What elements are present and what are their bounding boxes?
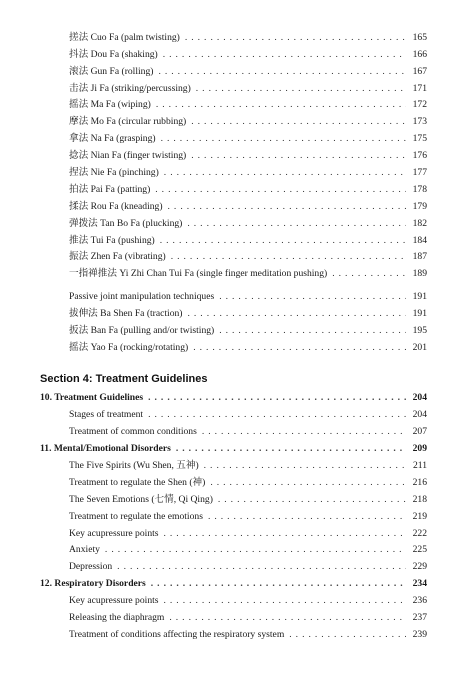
toc-entry[interactable] xyxy=(69,82,427,95)
leader-dots xyxy=(219,290,406,303)
toc-entry-label: Stages of treatment xyxy=(69,409,144,420)
toc-entry[interactable] xyxy=(69,250,427,263)
leader-dots xyxy=(208,510,406,523)
leader-dots xyxy=(193,341,406,354)
toc-entry-page: 187 xyxy=(412,251,427,262)
toc-entry-page: 204 xyxy=(412,409,427,420)
toc-entry-label: 拿法 Na Fa (grasping) xyxy=(69,133,156,144)
leader-dots xyxy=(164,166,406,179)
toc-entry[interactable] xyxy=(69,628,427,641)
leader-dots xyxy=(117,560,406,573)
leader-dots xyxy=(176,442,406,455)
toc-entry-page: 239 xyxy=(412,629,427,640)
toc-entry-page: 167 xyxy=(412,66,427,77)
toc-entry-label: 滚法 Gun Fa (rolling) xyxy=(69,66,154,77)
toc-entry-page: 219 xyxy=(412,511,427,522)
toc-entry-page: 195 xyxy=(412,325,427,336)
leader-dots xyxy=(161,132,406,145)
toc-entry-page: 171 xyxy=(412,83,427,94)
toc-entry-label: Key acupressure points xyxy=(69,528,159,539)
toc-entry[interactable] xyxy=(69,132,427,145)
leader-dots xyxy=(196,82,406,95)
toc-entry-label: Treatment to regulate the emotions xyxy=(69,511,203,522)
leader-dots xyxy=(219,324,406,337)
leader-dots xyxy=(156,98,406,111)
toc-entry-page: 216 xyxy=(412,477,427,488)
leader-dots xyxy=(148,408,406,421)
leader-dots xyxy=(191,115,406,128)
toc-entry-label: Anxiety xyxy=(69,544,100,555)
toc-entry[interactable] xyxy=(69,200,427,213)
toc-entry-label: 11. Mental/Emotional Disorders xyxy=(40,443,171,454)
toc-entry[interactable] xyxy=(69,65,427,78)
toc-entry-label: 搓法 Cuo Fa (palm twisting) xyxy=(69,32,180,43)
toc-entry-label: 捻法 Nian Fa (finger twisting) xyxy=(69,150,187,161)
toc-entry[interactable] xyxy=(69,183,427,196)
toc-entry-label: 摩法 Mo Fa (circular rubbing) xyxy=(69,116,187,127)
toc-entry-page: 211 xyxy=(412,460,427,471)
leader-dots xyxy=(155,183,406,196)
toc-entry-label: 拍法 Pai Fa (patting) xyxy=(69,184,151,195)
toc-entry[interactable] xyxy=(69,543,427,556)
toc-entry-label: 10. Treatment Guidelines xyxy=(40,392,144,403)
toc-entry[interactable] xyxy=(69,459,427,472)
toc-entry-page: 175 xyxy=(412,133,427,144)
leader-dots xyxy=(148,391,406,404)
leader-dots xyxy=(204,459,406,472)
toc-entry-label: Treatment of conditions affecting the respiratory system xyxy=(69,629,285,640)
toc-entry-page: 177 xyxy=(412,167,427,178)
toc-entry[interactable] xyxy=(69,98,427,111)
toc-entry-label: Treatment of common conditions xyxy=(69,426,197,437)
leader-dots xyxy=(289,628,406,641)
toc-entry-page: 234 xyxy=(412,578,427,589)
leader-dots xyxy=(105,543,406,556)
toc-entry-label: The Five Spirits (Wu Shen, 五神) xyxy=(69,460,199,471)
toc-entry-label: 摇法 Ma Fa (wiping) xyxy=(69,99,151,110)
section-heading: Section 4: Treatment Guidelines xyxy=(40,373,208,385)
toc-entry-label: 抖法 Dou Fa (shaking) xyxy=(69,49,158,60)
leader-dots xyxy=(164,527,406,540)
leader-dots xyxy=(187,217,406,230)
toc-entry[interactable] xyxy=(69,476,427,489)
toc-entry[interactable] xyxy=(69,267,427,280)
toc-entry-page: 236 xyxy=(412,595,427,606)
toc-entry-page: 173 xyxy=(412,116,427,127)
toc-entry-page: 184 xyxy=(412,235,427,246)
leader-dots xyxy=(158,65,406,78)
toc-entry[interactable] xyxy=(69,493,427,506)
toc-entry-page: 207 xyxy=(412,426,427,437)
toc-entry-page: 201 xyxy=(412,342,427,353)
leader-dots xyxy=(210,476,406,489)
leader-dots xyxy=(171,250,406,263)
toc-entry[interactable] xyxy=(69,48,427,61)
toc-entry[interactable] xyxy=(69,307,427,320)
toc-entry[interactable] xyxy=(69,510,427,523)
leader-dots xyxy=(160,234,406,247)
toc-entry-label: 12. Respiratory Disorders xyxy=(40,578,146,589)
toc-entry-label: 拔伸法 Ba Shen Fa (traction) xyxy=(69,308,183,319)
toc-entry-page: 165 xyxy=(412,32,427,43)
toc-entry-page: 225 xyxy=(412,544,427,555)
toc-entry[interactable] xyxy=(69,149,427,162)
toc-chapter-entry[interactable] xyxy=(40,442,427,455)
toc-entry[interactable] xyxy=(69,611,427,624)
toc-entry[interactable] xyxy=(69,31,427,44)
toc-entry[interactable] xyxy=(69,166,427,179)
toc-entry-label: 振法 Zhen Fa (vibrating) xyxy=(69,251,166,262)
toc-entry-label: Depression xyxy=(69,561,113,572)
toc-entry[interactable] xyxy=(69,217,427,230)
toc-entry-label: 捏法 Nie Fa (pinching) xyxy=(69,167,159,178)
toc-entry-label: 揉法 Rou Fa (kneading) xyxy=(69,201,163,212)
toc-entry-page: 166 xyxy=(412,49,427,60)
toc-entry-page: 176 xyxy=(412,150,427,161)
leader-dots xyxy=(332,267,406,280)
toc-entry[interactable] xyxy=(69,324,427,337)
leader-dots xyxy=(164,594,406,607)
toc-entry[interactable] xyxy=(69,341,427,354)
toc-entry[interactable] xyxy=(69,234,427,247)
toc-entry[interactable] xyxy=(69,560,427,573)
toc-entry-label: 一指禅推法 Yi Zhi Chan Tui Fa (single finger meditation pushing) xyxy=(69,268,328,279)
toc-entry-label: Treatment to regulate the Shen (神) xyxy=(69,477,206,488)
toc-entry-label: Passive joint manipulation techniques xyxy=(69,291,215,302)
toc-entry-label: 扳法 Ban Fa (pulling and/or twisting) xyxy=(69,325,215,336)
leader-dots xyxy=(202,425,406,438)
toc-entry[interactable] xyxy=(69,115,427,128)
toc-entry-page: 178 xyxy=(412,184,427,195)
leader-dots xyxy=(169,611,406,624)
toc-entry[interactable] xyxy=(69,527,427,540)
toc-entry-page: 209 xyxy=(412,443,427,454)
toc-entry-page: 204 xyxy=(412,392,427,403)
toc-entry[interactable] xyxy=(69,425,427,438)
toc-entry-page: 222 xyxy=(412,528,427,539)
toc-entry-label: Key acupressure points xyxy=(69,595,159,606)
toc-entry-page: 189 xyxy=(412,268,427,279)
leader-dots xyxy=(168,200,406,213)
leader-dots xyxy=(188,307,406,320)
leader-dots xyxy=(163,48,406,61)
leader-dots xyxy=(191,149,406,162)
toc-entry-label: 摇法 Yao Fa (rocking/rotating) xyxy=(69,342,189,353)
toc-entry-page: 191 xyxy=(412,308,427,319)
toc-entry-page: 237 xyxy=(412,612,427,623)
toc-entry-page: 179 xyxy=(412,201,427,212)
toc-chapter-entry[interactable] xyxy=(40,577,427,590)
toc-entry-label: 弹拨法 Tan Bo Fa (plucking) xyxy=(69,218,183,229)
toc-entry-label: The Seven Emotions (七情, Qi Qing) xyxy=(69,494,213,505)
toc-entry-page: 218 xyxy=(412,494,427,505)
leader-dots xyxy=(218,493,406,506)
toc-entry-page: 182 xyxy=(412,218,427,229)
leader-dots xyxy=(185,31,406,44)
toc-entry-page: 172 xyxy=(412,99,427,110)
toc-entry[interactable] xyxy=(69,290,427,303)
toc-entry-page: 229 xyxy=(412,561,427,572)
toc-entry-label: 推法 Tui Fa (pushing) xyxy=(69,235,155,246)
toc-entry[interactable] xyxy=(69,594,427,607)
toc-chapter-entry[interactable] xyxy=(40,391,427,404)
toc-entry-label: Releasing the diaphragm xyxy=(69,612,165,623)
toc-entry-label: 击法 Ji Fa (striking/percussing) xyxy=(69,83,191,94)
toc-entry[interactable] xyxy=(69,408,427,421)
toc-entry-page: 191 xyxy=(412,291,427,302)
leader-dots xyxy=(151,577,406,590)
